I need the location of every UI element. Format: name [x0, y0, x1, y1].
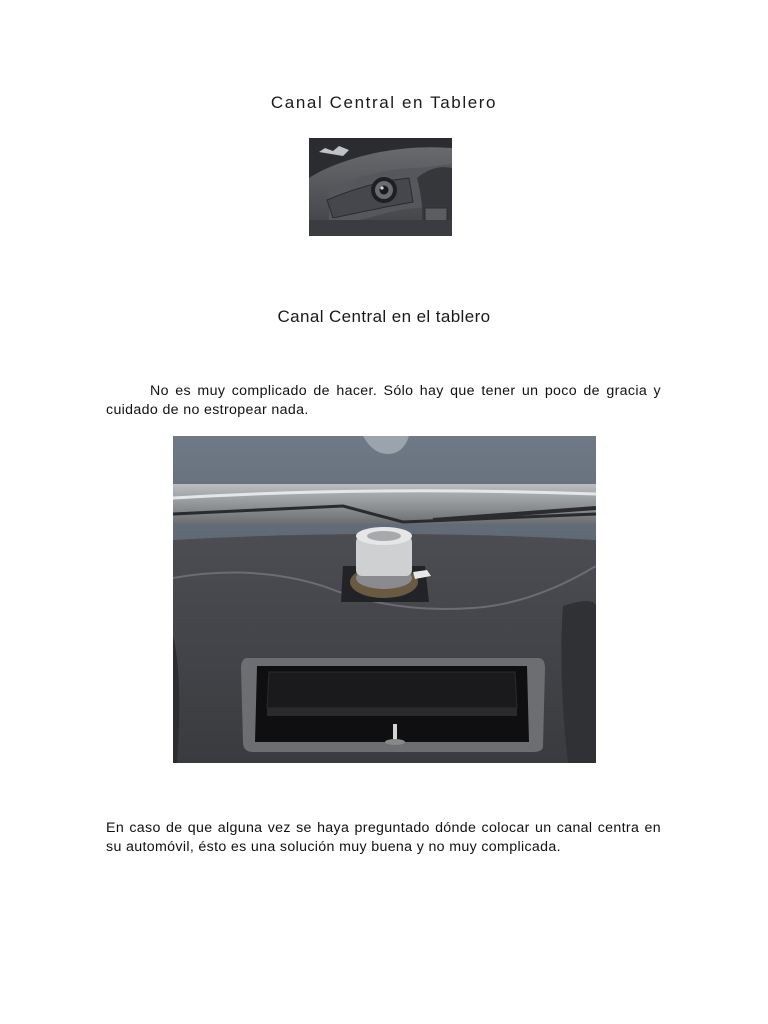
photo-dashboard-cutout — [173, 436, 596, 763]
paragraph-conclusion: En caso de que alguna vez se haya preguntado dónde colocar un canal centra en su automóvil, ésto es una solución muy buena y no muy complicada. — [106, 820, 661, 855]
paragraph-intro: No es muy complicado de hacer. Sólo hay que tener un poco de gracia y cuidado de no estropear nada. — [106, 383, 661, 418]
section-subtitle: Canal Central en el tablero — [277, 307, 491, 326]
photo-dashboard-speaker-installed — [309, 138, 452, 236]
document-title: Canal Central en Tablero — [270, 93, 498, 112]
